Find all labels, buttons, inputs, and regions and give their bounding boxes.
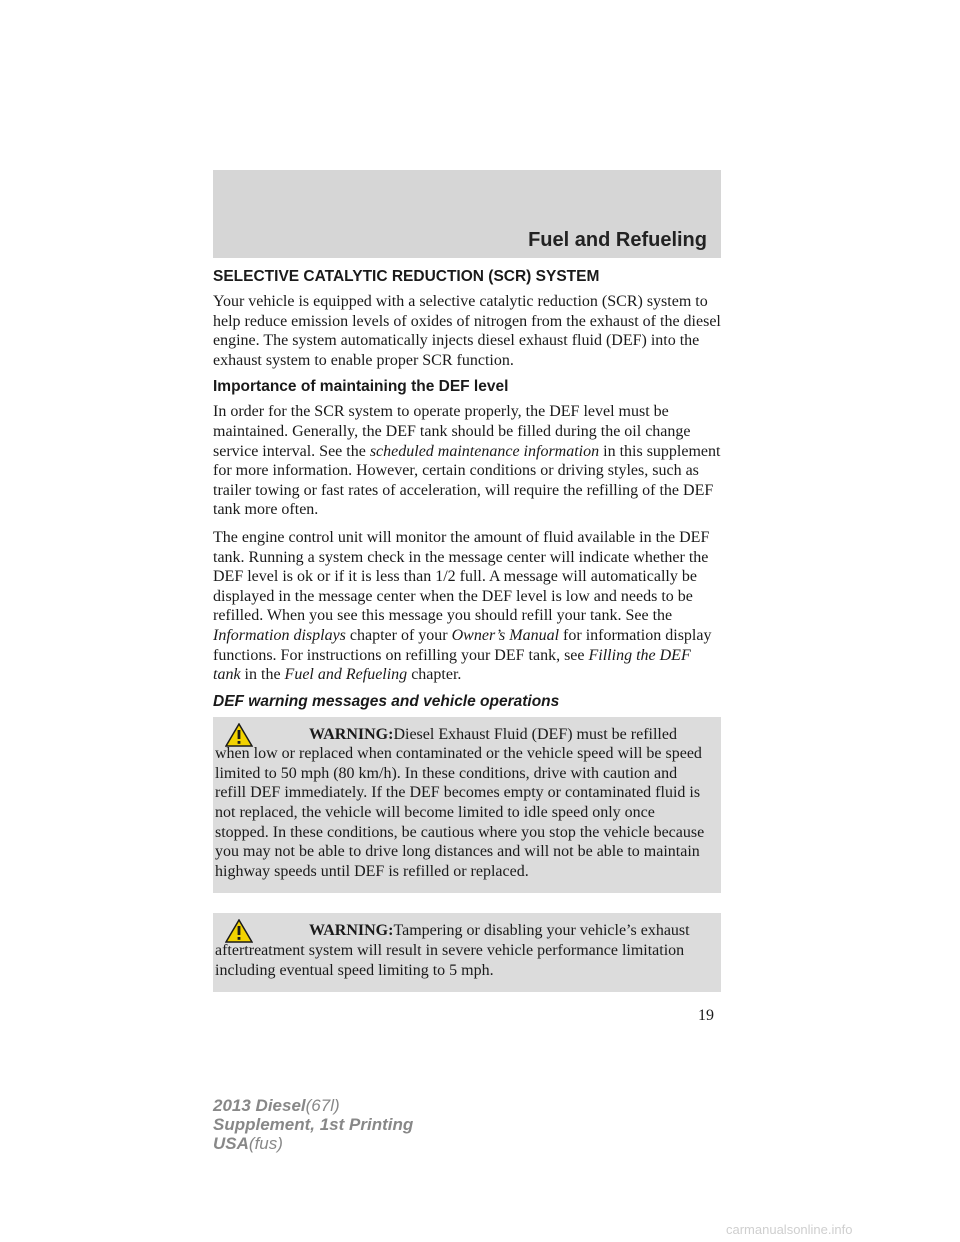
warning-box-tampering <box>213 913 721 992</box>
warning-text-tampering: Tampering or disabling your vehicle’s exhaust aftertreatment system will result in severe vehicle performance limitation including eventual speed limiting to 5 mph. <box>215 922 690 979</box>
fuel-refueling-ref: Fuel and Refueling <box>284 666 412 684</box>
section-header-band <box>213 170 721 258</box>
warning-label: WARNING: <box>309 725 394 743</box>
importance-paragraph-2: The engine control unit will monitor the amount of fluid available in the DEF tank. Running a system check in the message center will indicate whether the DEF level is ok or if it is less than 1/2 full. A message will automatically be displayed in the message center when the DEF level is low and needs to be refilled. When you see this message you should refill your tank. See the Information displays chapter of your Owner’s Manual for information display functions. For instructions on refilling your DEF tank, see Filling the DEF tank in the Fuel and Refueling chapter. <box>213 528 712 684</box>
page-number: 19 <box>698 1007 714 1024</box>
warning-box-def <box>213 717 721 894</box>
filling-def-tank-ref: Filling the DEF tank <box>213 646 691 684</box>
owners-manual-ref: Owner’s Manual <box>451 626 564 644</box>
warning-text-def: Diesel Exhaust Fluid (DEF) must be refilled when low or replaced when contaminated or the vehicle speed will be speed limited to 50 mph (80 km/h). In these conditions, drive with caution and refill DEF immediately. If the DEF becomes empty or contaminated fluid is not replaced, the vehicle will become limited to idle speed only once stopped. In these conditions, be cautious where you stop the vehicle because you may not be able to drive long distances and will not be able to maintain highway speeds until DEF is refilled or replaced. <box>215 725 705 880</box>
section-title: Fuel and Refueling <box>528 229 707 251</box>
page-content <box>213 268 721 1012</box>
intro-paragraph: Your vehicle is equipped with a selective catalytic reduction (SCR) system to help reduce emission levels of oxides of nitrogen from the exhaust of the diesel engine. The system automatically injects diesel exhaust fluid (DEF) into the exhaust system to enable proper SCR function. <box>213 293 721 369</box>
scheduled-maintenance-ref: scheduled maintenance information <box>369 442 604 460</box>
warning-triangle-icon <box>225 919 253 943</box>
information-displays-ref: Information displays <box>213 626 350 644</box>
site-watermark: carmanualsonline.info <box>726 1222 853 1237</box>
print-footer: 2013 Diesel(67l) Supplement, 1st Printing USA(fus) <box>213 1096 414 1153</box>
subheading-warnings: DEF warning messages and vehicle operations <box>213 692 560 710</box>
warning-label: WARNING: <box>309 922 394 940</box>
warning-triangle-icon <box>225 723 253 747</box>
subheading-importance: Importance of maintaining the DEF level <box>213 378 509 396</box>
importance-paragraph-1: In order for the SCR system to operate properly, the DEF level must be maintained. Generally, the DEF tank should be filled during the oil change service interval. See the scheduled maintenance information in this supplement for more information. However, certain conditions or driving styles, such as trailer towing or fast rates of acceleration, will require the refilling of the DEF tank more often. <box>213 403 721 519</box>
section-heading: SELECTIVE CATALYTIC REDUCTION (SCR) SYSTEM <box>213 268 600 285</box>
